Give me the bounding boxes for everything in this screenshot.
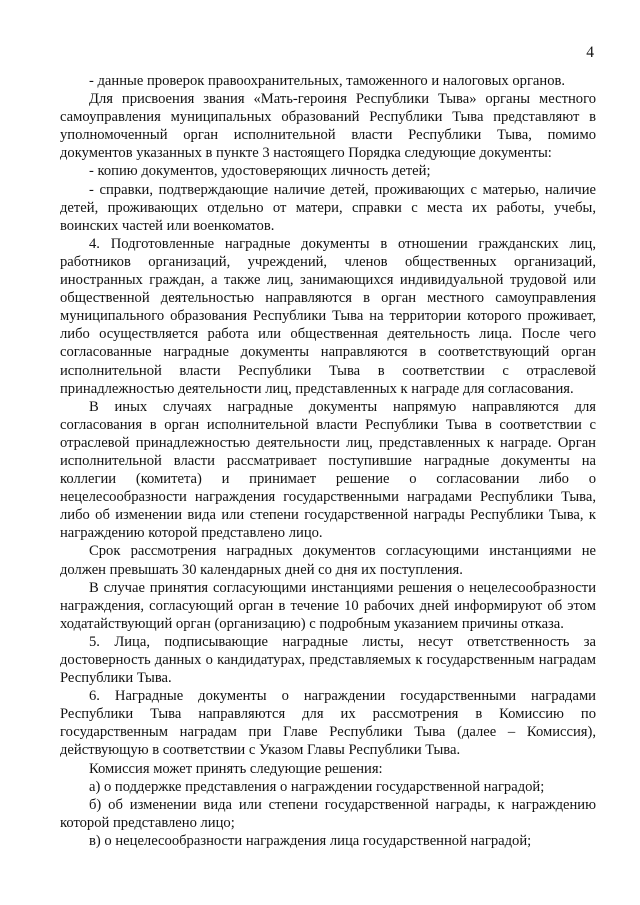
document-body (60, 72, 596, 850)
paragraph-review-deadline: Срок рассмотрения наградных документов согласующими инстанциями не должен превышать 30 календарных дней со дня их поступления. (60, 543, 596, 578)
page-number: 4 (586, 44, 594, 61)
paragraph-section-5: 5. Лица, подписывающие наградные листы, несут ответственность за достоверность данных о кандидатурах, представляемых к государственным наградам Республики Тыва. (60, 633, 596, 687)
paragraph-section-6: 6. Наградные документы о награждении государственными наградами Республики Тыва направляются для их рассмотрения в Комиссию по государственным наградам при Главе Республики Тыва (далее – Комиссия), действующую в соответствии с Указом Главы Республики Тыва. (60, 688, 596, 759)
paragraph-list-item-children-certificates: - справки, подтверждающие наличие детей, проживающих с матерью, наличие детей, проживающих отдельно от матери, справки с места их работы, учебы, воинских частей или военкоматов. (60, 181, 596, 234)
paragraph-mother-heroine-title: Для присвоения звания «Мать-героиня Республики Тыва» органы местного самоуправления муниципальных образований Республики Тыва представляют в уполномоченный орган исполнительной власти Республики Тыва, помимо документов указанных в пункте 3 настоящего Порядка следующие документы: (60, 91, 596, 162)
paragraph-decision-b: б) об изменении вида или степени государственной награды, к награждению которой представлено лицо; (60, 796, 596, 831)
paragraph-other-cases: В иных случаях наградные документы напрямую направляются для согласования в орган исполнительной власти Республики Тыва в соответствии с отраслевой принадлежностью деятельности лиц, представленных к награде. Орган исполнительной власти рассматривает поступившие наградные документы на коллегии (комитета) и принимает решение о согласовании либо о нецелесообразности награждения государственными наградами Республики Тыва, либо об изменении вида или степени государственной награды Республики Тыва, к награждению которой представлено лицо. (60, 398, 596, 542)
paragraph-list-item-identity-documents: - копию документов, удостоверяющих личность детей; (89, 163, 431, 180)
paragraph-decision-c: в) о нецелесообразности награждения лица государственной наградой; (89, 832, 532, 849)
paragraph-list-item-law-enforcement: - данные проверок правоохранительных, таможенного и налоговых органов. (89, 73, 566, 89)
paragraph-decision-a: а) о поддержке представления о награждении государственной наградой; (89, 778, 545, 795)
paragraph-commission-decisions: Комиссия может принять следующие решения: (89, 760, 383, 777)
paragraph-section-4: 4. Подготовленные наградные документы в отношении гражданских лиц, работников организаций, учреждений, членов общественных организаций, иностранных граждан, а также лиц, занимающихся индивидуальной трудовой или общественной деятельностью направляются в орган местного самоуправления муниципального образования Республики Тыва на территории которого проживает, либо осуществляется работа или общественная деятельность лица. После чего согласованные наградные документы направляются в соответствующий орган исполнительной власти Республики Тыва в соответствии с отраслевой принадлежностью деятельности лиц, представленных к награде для согласования. (60, 235, 596, 397)
paragraph-refusal-case: В случае принятия согласующими инстанциями решения о нецелесообразности награждения, согласующий орган в течение 10 рабочих дней информируют об этом ходатайствующий орган (организацию) с подробным указанием причины отказа. (60, 579, 596, 632)
